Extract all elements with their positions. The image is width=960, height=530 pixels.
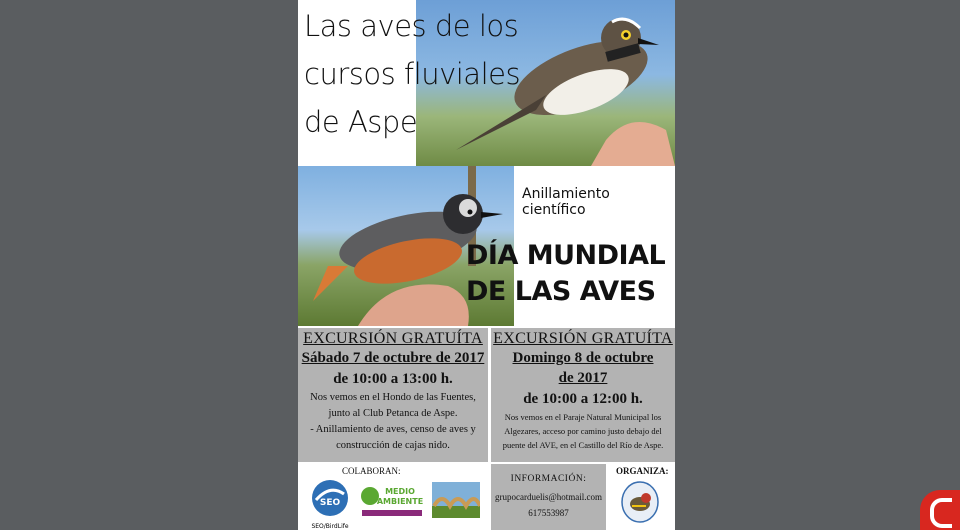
saturday-meeting-point: Nos vemos en el Hondo de las Fuentes, junto al Club Petanca de Aspe.: [310, 392, 476, 419]
sunday-heading: EXCURSIÓN GRATUÍTA: [493, 330, 673, 347]
contact-email: grupocarduelis@hotmail.com: [494, 492, 602, 502]
event-title-line1: DÍA MUNDIAL: [466, 240, 666, 271]
medio-ambiente-icon: [360, 484, 424, 518]
subtitle: Anillamiento científico: [522, 186, 610, 218]
poster-footer: [298, 464, 675, 530]
saturday-excursion-box: [298, 328, 488, 462]
organiza-label: ORGANIZA:: [616, 466, 669, 476]
organizer-logo: [620, 480, 660, 524]
event-poster: [298, 0, 675, 530]
sunday-excursion-box: [491, 328, 675, 462]
sunday-date-line1: Domingo 8 de octubre: [512, 350, 654, 366]
colaboran-label: COLABORAN:: [342, 466, 401, 476]
title-section: [298, 0, 675, 166]
contact-phone: 617553987: [528, 508, 569, 518]
information-label: INFORMACIÓN:: [510, 474, 587, 484]
event-title-line2: DE LAS AVES: [466, 276, 656, 307]
medio-text: MEDIO: [385, 487, 415, 496]
sunday-date-line2: de 2017: [558, 370, 608, 386]
sunday-time: de 10:00 a 12:00 h.: [523, 391, 643, 407]
event-section: [298, 166, 675, 326]
aspe-bridge-logo: [432, 482, 480, 518]
sunday-meeting-point: Nos vemos en el Paraje Natural Municipal los Algezares, acceso por camino justo debajo del puente del AVE, en el Castillo del Río de Aspe.: [502, 412, 664, 450]
seo-logo-text: SEO: [319, 498, 341, 508]
medio-ambiente-logo: [360, 484, 424, 518]
saturday-date: Sábado 7 de octubre de 2017: [301, 350, 485, 366]
bridge-icon: [432, 482, 480, 518]
saturday-time: de 10:00 a 13:00 h.: [333, 371, 453, 387]
information-box: [491, 464, 606, 530]
goldfinch-icon: [620, 480, 660, 524]
saturday-activities: - Anillamiento de aves, censo de aves y construcción de cajas nido.: [310, 424, 476, 451]
seo-birdlife-icon: [308, 478, 352, 518]
site-brand-logo[interactable]: [920, 490, 960, 530]
seo-birdlife-logo: [308, 478, 352, 528]
seo-birdlife-caption: SEO/BirdLife: [311, 523, 349, 530]
brand-icon: [930, 498, 952, 528]
poster-title: Las aves de los cursos fluviales de Aspe: [304, 9, 521, 139]
event-title: [466, 238, 675, 310]
saturday-heading: EXCURSIÓN GRATUÍTA: [303, 330, 483, 347]
ambiente-text: AMBIENTE: [376, 497, 424, 506]
